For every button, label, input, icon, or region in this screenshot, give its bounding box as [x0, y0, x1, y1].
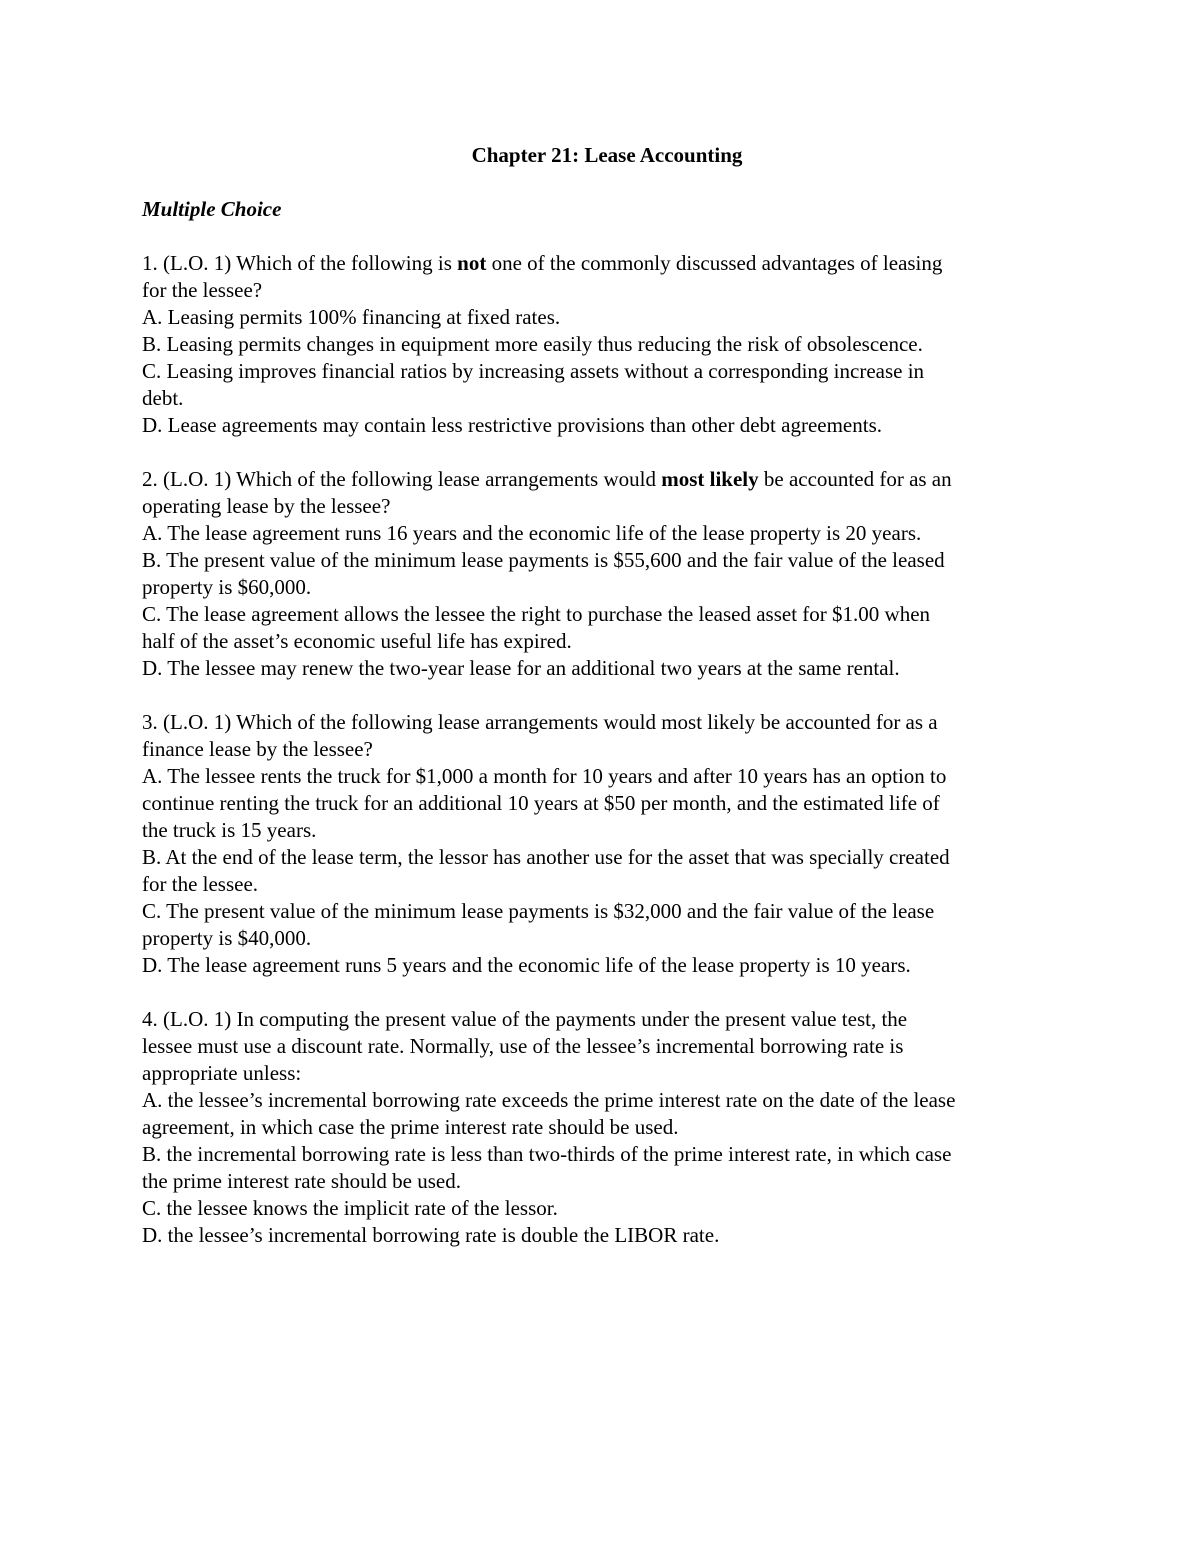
emphasis-text: most likely	[661, 467, 759, 491]
option-line: C. The present value of the minimum lease payments is $32,000 and the fair value of the lease	[142, 899, 935, 923]
section-heading: Multiple Choice	[142, 197, 282, 221]
question-stem-line	[142, 1006, 1060, 1033]
option-line: D. Lease agreements may contain less restrictive provisions than other debt agreements.	[142, 413, 883, 437]
option-line: continue renting the truck for an additional 10 years at $50 per month, and the estimated life of	[142, 791, 940, 815]
option-d	[142, 655, 1060, 682]
stem-text: 3. (L.O. 1) Which of the following lease arrangements would most likely be accounted for as a	[142, 710, 938, 734]
option-line: A. The lease agreement runs 16 years and the economic life of the lease property is 20 years.	[142, 521, 922, 545]
question-stem-line	[142, 493, 1060, 520]
question-stem-line	[142, 1060, 1060, 1087]
question-stem-line	[142, 466, 1060, 493]
option-b	[142, 331, 1060, 358]
question-list	[142, 250, 1060, 1249]
stem-text: appropriate unless:	[142, 1061, 302, 1085]
option-d	[142, 952, 1060, 979]
option-line: half of the asset’s economic useful life has expired.	[142, 629, 572, 653]
question-1	[142, 250, 1060, 439]
option-b	[142, 547, 1060, 601]
stem-text: 4. (L.O. 1) In computing the present value of the payments under the present value test, the	[142, 1007, 908, 1031]
question-2	[142, 466, 1060, 682]
option-line: C. the lessee knows the implicit rate of the lessor.	[142, 1196, 558, 1220]
stem-text: one of the commonly discussed advantages of leasing	[486, 251, 943, 275]
stem-text: 1. (L.O. 1) Which of the following is	[142, 251, 458, 275]
option-d	[142, 1222, 1060, 1249]
stem-text: finance lease by the lessee?	[142, 737, 373, 761]
option-c	[142, 601, 1060, 655]
option-line: property is $40,000.	[142, 926, 312, 950]
option-line: for the lessee.	[142, 872, 259, 896]
option-line: B. the incremental borrowing rate is less than two-thirds of the prime interest rate, in which case	[142, 1142, 952, 1166]
question-stem-line	[142, 709, 1060, 736]
question-stem-line	[142, 1033, 1060, 1060]
option-line: the truck is 15 years.	[142, 818, 317, 842]
option-line: A. the lessee’s incremental borrowing rate exceeds the prime interest rate on the date of the lease	[142, 1088, 956, 1112]
option-line: C. The lease agreement allows the lessee the right to purchase the leased asset for $1.00 when	[142, 602, 931, 626]
option-a	[142, 763, 1060, 844]
emphasis-text: not	[457, 251, 487, 275]
option-line: D. The lease agreement runs 5 years and the economic life of the lease property is 10 years.	[142, 953, 911, 977]
option-line: B. Leasing permits changes in equipment more easily thus reducing the risk of obsolescence.	[142, 332, 923, 356]
option-line: agreement, in which case the prime interest rate should be used.	[142, 1115, 679, 1139]
option-line: C. Leasing improves financial ratios by increasing assets without a corresponding increase in	[142, 359, 925, 383]
question-stem-line	[142, 736, 1060, 763]
stem-text: lessee must use a discount rate. Normally, use of the lessee’s incremental borrowing rate is	[142, 1034, 904, 1058]
option-line: property is $60,000.	[142, 575, 312, 599]
stem-text: 2. (L.O. 1) Which of the following lease arrangements would	[142, 467, 662, 491]
option-line: B. At the end of the lease term, the lessor has another use for the asset that was specially created	[142, 845, 950, 869]
option-c	[142, 898, 1060, 952]
stem-text: operating lease by the lessee?	[142, 494, 391, 518]
option-line: D. The lessee may renew the two-year lease for an additional two years at the same rental.	[142, 656, 900, 680]
option-a	[142, 304, 1060, 331]
option-line: A. The lessee rents the truck for $1,000 a month for 10 years and after 10 years has an option to	[142, 764, 947, 788]
question-stem-line	[142, 250, 1060, 277]
question-4	[142, 1006, 1060, 1249]
option-b	[142, 1141, 1060, 1195]
chapter-title: Chapter 21: Lease Accounting	[471, 143, 743, 167]
option-a	[142, 1087, 1060, 1141]
option-c	[142, 358, 1060, 412]
option-b	[142, 844, 1060, 898]
question-stem-line	[142, 277, 1060, 304]
option-line: the prime interest rate should be used.	[142, 1169, 461, 1193]
option-line: B. The present value of the minimum lease payments is $55,600 and the fair value of the leased	[142, 548, 945, 572]
question-3	[142, 709, 1060, 979]
option-line: A. Leasing permits 100% financing at fixed rates.	[142, 305, 561, 329]
stem-text: for the lessee?	[142, 278, 263, 302]
option-a	[142, 520, 1060, 547]
option-line: D. the lessee’s incremental borrowing rate is double the LIBOR rate.	[142, 1223, 720, 1247]
option-c	[142, 1195, 1060, 1222]
option-d	[142, 412, 1060, 439]
option-line: debt.	[142, 386, 184, 410]
stem-text: be accounted for as an	[758, 467, 952, 491]
